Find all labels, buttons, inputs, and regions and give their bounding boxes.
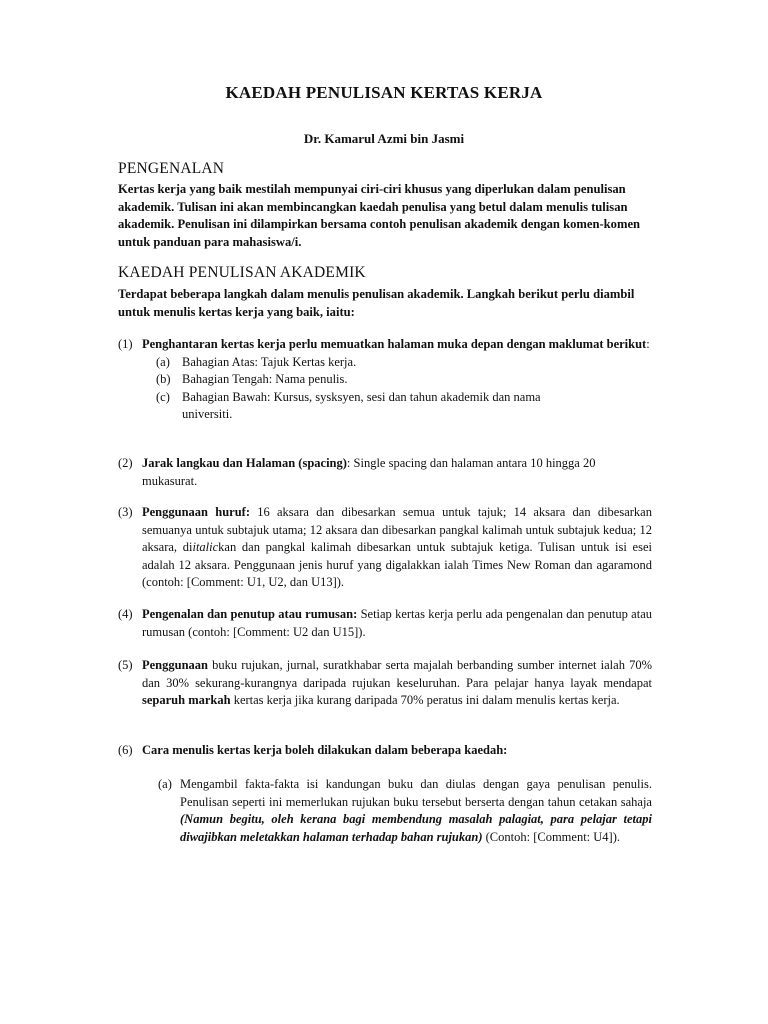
sub-item-text	[180, 776, 652, 846]
item-bold-text: Penggunaan	[142, 658, 208, 672]
item-text	[142, 742, 652, 760]
list-item-4	[118, 606, 652, 641]
item-text	[142, 455, 652, 490]
list-item-5	[118, 657, 652, 710]
item-text-part1: buku rujukan, jurnal, suratkhabar serta majalah berbanding sumber internet ialah 70% dan 30% sekurang-kurangnya daripada rujukan keseluruhan. Para pelajar hanya layak mendapat	[142, 658, 652, 690]
list-item-3	[118, 504, 652, 592]
sub-item-label: (b)	[156, 372, 171, 386]
item-bold-text: Penghantaran kertas kerja perlu memuatkan halaman muka depan dengan maklumat berikut	[142, 337, 647, 351]
item-text	[142, 657, 652, 710]
item-text-rest: :	[646, 337, 650, 351]
kaedah-intro-paragraph: Terdapat beberapa langkah dalam menulis penulisan akademik. Langkah berikut perlu diambil untuk menulis kertas kerja yang baik, iaitu:	[118, 287, 635, 319]
item-bold-text: Penggunaan huruf:	[142, 505, 250, 519]
list-item-1	[118, 336, 652, 424]
sub-item-c	[118, 389, 652, 424]
item-text	[142, 336, 652, 354]
list-item-6	[118, 742, 652, 760]
sub-item-text-part1: Mengambil fakta-fakta isi kandungan buku dan diulas dengan gaya penulisan penulis. Penulisan seperti ini memerlukan rujukan buku tersebut berserta dengan tahun cetakan sahaja	[180, 777, 652, 809]
section-heading-pengenalan: PENGENALAN	[118, 160, 225, 177]
item-number: (6)	[118, 743, 133, 757]
item-text-part2: kertas kerja jika kurang daripada 70% peratus ini dalam menulis kertas kerja.	[230, 693, 620, 707]
item-bold-text: Cara menulis kertas kerja boleh dilakukan dalam beberapa kaedah:	[142, 743, 508, 757]
sub-item-label: (a)	[156, 354, 170, 369]
item-text-part2: kan dan pangkal kalimah dibesarkan untuk subtajuk ketiga. Tulisan untuk isi esei adalah 12 aksara. Penggunaan jenis huruf yang digalakkan ialah Times New Roman dan agaramond (contoh: [Comment: U1, U2, dan U13]).	[142, 540, 652, 589]
list-item-6-sub-a	[158, 776, 652, 846]
sub-item-text: Bahagian Bawah: Kursus, sysksyen, sesi dan tahun akademik dan nama universiti.	[182, 389, 541, 421]
item-number: (1)	[118, 337, 133, 351]
item-bold-text: Pengenalan dan penutup atau rumusan:	[142, 607, 358, 621]
item-bold-text-2: separuh markah	[142, 693, 231, 707]
sub-item-text: Bahagian Tengah: Nama penulis.	[182, 372, 348, 386]
sub-item-bold-italic-text: (Namun begitu, oleh kerana bagi membendung masalah palagiat, para pelajar tetapi diwajibkan meletakkan halaman terhadap bahan rujukan)	[180, 812, 652, 844]
document-author: Dr. Kamarul Azmi bin Jasmi	[303, 131, 465, 146]
sub-item-text-part2: (Contoh: [Comment: U4]).	[482, 829, 620, 844]
item-number: (2)	[118, 456, 133, 470]
item-text-rest: : Single spacing dan halaman antara 10 hingga 20 mukasurat.	[142, 456, 596, 488]
item-text-rest: Setiap kertas kerja perlu ada pengenalan dan penutup atau rumusan (contoh: [Comment: U2 dan U15]).	[142, 607, 652, 639]
section-heading-kaedah: KAEDAH PENULISAN AKADEMIK	[118, 264, 366, 281]
item-text	[142, 504, 652, 592]
sub-item-label: (a)	[158, 777, 172, 791]
item-text-part1: 16 aksara dan dibesarkan semua untuk tajuk; 14 aksara dan dibesarkan semuanya untuk subtajuk utama; 12 aksara dan dibesarkan pangkal kalimah untuk subtajuk kedua; 12 aksara, di	[142, 505, 652, 554]
item-number: (3)	[118, 505, 133, 519]
item-italic-text: italic	[192, 540, 219, 554]
item-text	[142, 606, 652, 641]
item-bold-text: Jarak langkau dan Halaman (spacing)	[142, 456, 347, 470]
document-title: KAEDAH PENULISAN KERTAS KERJA	[225, 83, 543, 102]
item-number: (5)	[118, 658, 133, 672]
pengenalan-paragraph: Kertas kerja yang baik mestilah mempunyai ciri-ciri khusus yang diperlukan dalam penulisan akademik. Tulisan ini akan membincangkan kaedah penulisa yang betul dalam menulis tulisan akademik. Penulisan ini dilampirkan bersama contoh penulisan akademik dengan komen-komen untuk panduan para mahasiswa/i.	[118, 182, 641, 249]
item-number: (4)	[118, 607, 133, 621]
sub-item-b	[118, 371, 652, 389]
sub-item-label: (c)	[156, 389, 170, 404]
sub-item-a	[118, 354, 652, 372]
list-item-2	[118, 455, 652, 490]
sub-item-text: Bahagian Atas: Tajuk Kertas kerja.	[182, 354, 357, 369]
